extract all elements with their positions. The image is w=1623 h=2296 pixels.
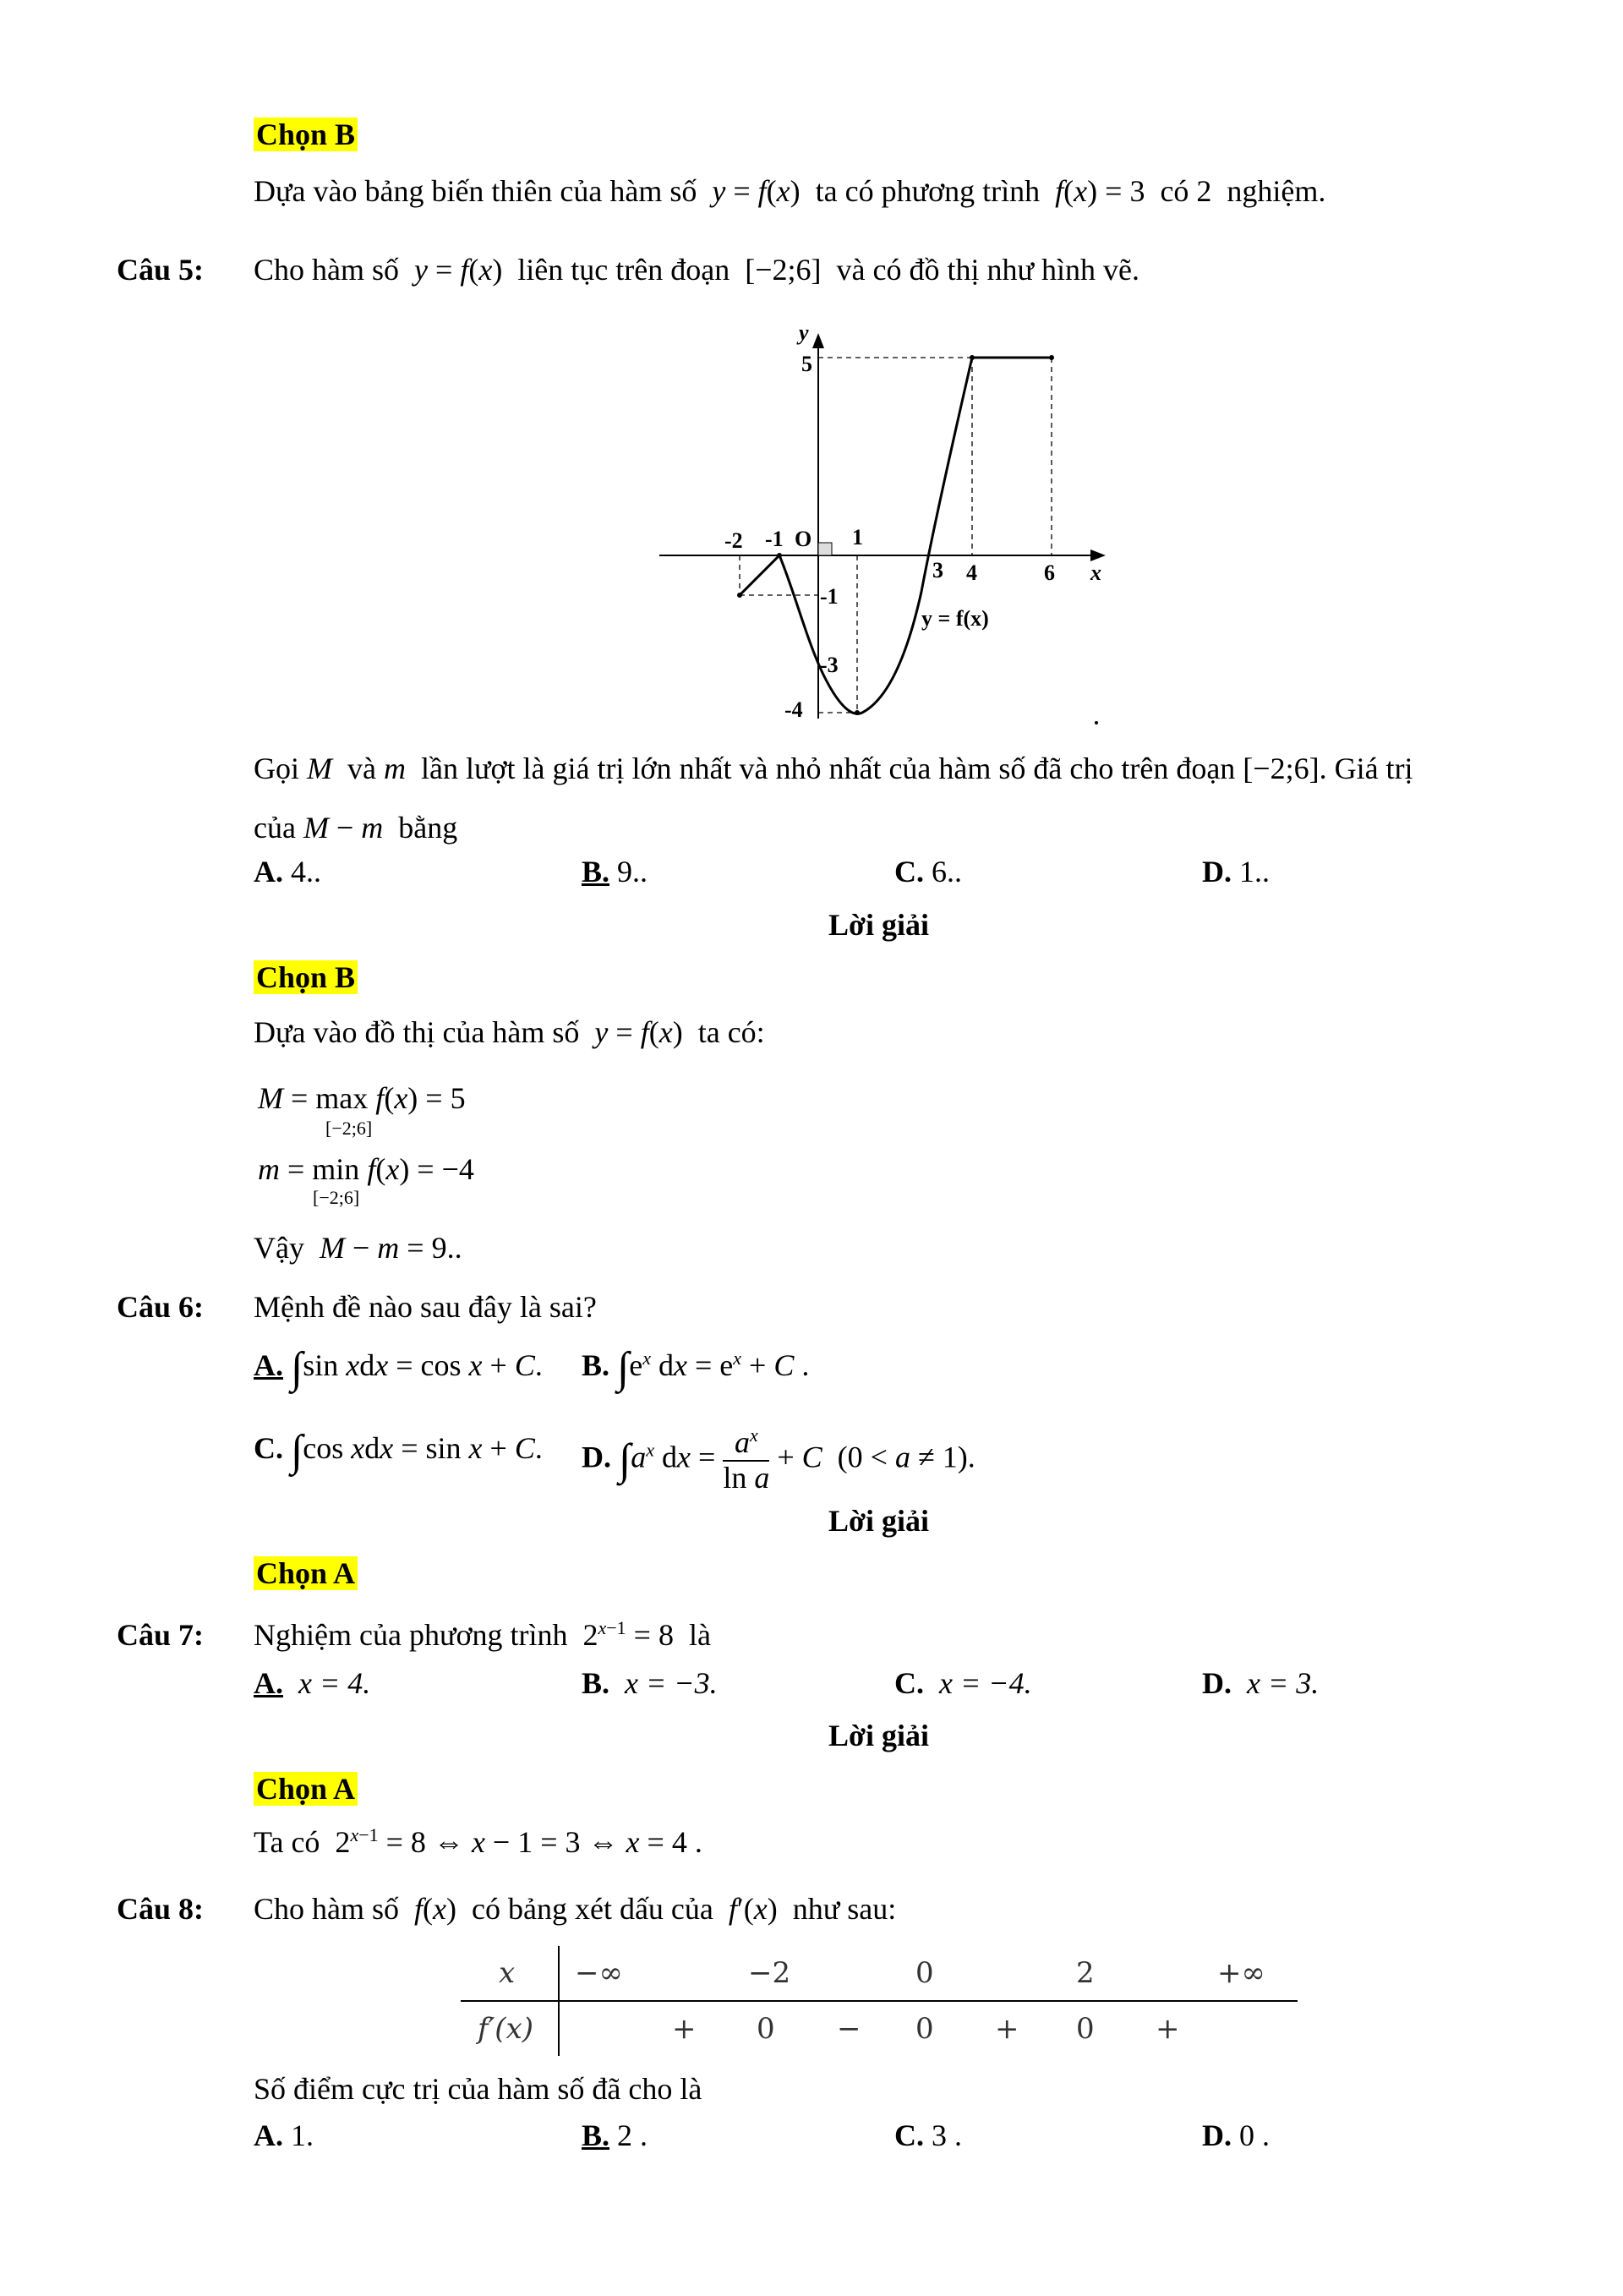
q5-label: Câu 5: <box>117 253 205 287</box>
q5-function-graph <box>642 313 1116 735</box>
y-tick-5: 5 <box>801 352 812 376</box>
curve-label: y = f(x) <box>921 606 989 631</box>
q8-label: Câu 8: <box>117 1892 205 1926</box>
q7-option-a[interactable]: A. x = 4. <box>254 1666 371 1700</box>
q7-option-c[interactable]: C. x = −4. <box>894 1666 1032 1700</box>
x-tick-neg2: -2 <box>724 528 743 553</box>
q5-question-line2: của M − m bằng <box>254 811 458 845</box>
x-val-2: 2 <box>1076 1956 1095 1990</box>
right-angle-mark <box>818 543 832 555</box>
q5-option-c[interactable]: C. 6.. <box>894 855 962 888</box>
q5-stem: Cho hàm số y = f(x) liên tục trên đoạn [−2;6] và có đồ thị như hình vẽ. <box>254 253 1139 287</box>
x-val-neg-inf: −∞ <box>575 1956 623 1990</box>
q8-sign-table <box>461 1946 1298 2056</box>
q8-option-a[interactable]: A. 1. <box>254 2118 314 2152</box>
x-axis-label: x <box>1090 560 1101 585</box>
q7-option-d[interactable]: D. x = 3. <box>1202 1666 1320 1700</box>
q8-option-c[interactable]: C. 3 . <box>894 2118 962 2152</box>
sign-1: + <box>672 2012 697 2046</box>
x-axis-arrow-icon <box>1090 549 1106 561</box>
q5-question-line1: Gọi M và m lần lượt là giá trị lớn nhất và nhỏ nhất của hàm số đã cho trên đoạn [−2;6]. Giá trị <box>254 752 1413 785</box>
q6-chosen-answer: Chọn A <box>254 1555 358 1592</box>
q7-stem: Nghiệm của phương trình $2^{x-1} = 8$ là <box>254 1617 711 1652</box>
q5-solution-conclusion: Vậy M − m = 9.. <box>254 1231 462 1265</box>
x-tick-3: 3 <box>932 558 943 582</box>
q6-option-d[interactable]: D. $\int a^x$ dx = $\frac{a^x}{\text{ln a}}$ + C (0 < a ≠ 1). <box>582 1424 975 1495</box>
q7-chosen-answer: Chọn A <box>254 1771 358 1807</box>
x-val-0: 0 <box>915 1956 934 1990</box>
q5-solution-min: m = min f(x) = −4 <box>258 1152 474 1186</box>
y-axis-arrow-icon <box>812 333 824 348</box>
x-val-neg2: −2 <box>748 1956 791 1990</box>
row1-label: x <box>499 1956 516 1990</box>
q5-solution-intro: Dựa vào đồ thị của hàm số y = f(x) ta có: <box>254 1015 765 1049</box>
origin-label: O <box>795 527 812 551</box>
q5-chosen-answer: Chọn B <box>254 959 358 996</box>
q6-stem: Mệnh đề nào sau đây là sai? <box>254 1290 597 1324</box>
q7-solution: Ta có $2^{x-1} = 8$ ⇔ x − 1 = 3 ⇔ x = 4 . <box>254 1824 702 1859</box>
q8-question: Số điểm cực trị của hàm số đã cho là <box>254 2072 702 2106</box>
q6-option-a[interactable]: A. ∫sin xdx = cos x + C. <box>254 1344 543 1392</box>
table-v-divider <box>558 1946 560 2056</box>
sign-2: 0 <box>757 2012 775 2046</box>
function-curve <box>740 358 1052 713</box>
q5-solution-max: M = max f(x) = 5 <box>258 1081 466 1115</box>
q8-option-b[interactable]: B. 2 . <box>582 2118 648 2152</box>
q8-stem: Cho hàm số f(x) có bảng xét dấu của f′(x) như sau: <box>254 1892 897 1926</box>
q6-option-b[interactable]: B. $\int e^x$ dx = $e^x + C$ . <box>582 1344 810 1392</box>
q5-option-b[interactable]: B. 9.. <box>582 855 648 888</box>
row2-label: f′(x) <box>478 2012 534 2046</box>
q6-option-c[interactable]: C. ∫cos xdx = sin x + C. <box>254 1427 543 1475</box>
sign-5: + <box>995 2012 1019 2046</box>
dashed-guides <box>740 358 1052 713</box>
q7-option-b[interactable]: B. x = −3. <box>582 1666 718 1700</box>
sign-7: + <box>1156 2012 1180 2046</box>
x-val-pos-inf: +∞ <box>1217 1956 1265 1990</box>
q6-solution-title: Lời giải <box>828 1504 929 1538</box>
x-tick-6: 6 <box>1044 560 1055 585</box>
sign-3: − <box>837 2012 861 2046</box>
y-axis-label: y <box>799 320 809 345</box>
q5-solution-max-subscript: [−2;6] <box>325 1118 373 1139</box>
q7-solution-title: Lời giải <box>828 1719 929 1752</box>
y-tick-neg3: -3 <box>820 653 839 677</box>
sign-6: 0 <box>1076 2012 1095 2046</box>
table-h-divider <box>461 2000 1298 2002</box>
q7-label: Câu 7: <box>117 1618 205 1652</box>
q5-option-d[interactable]: D. 1.. <box>1202 855 1270 888</box>
q5-solution-min-subscript: [−2;6] <box>313 1187 360 1208</box>
x-tick-neg1: -1 <box>765 527 784 551</box>
y-tick-neg1: -1 <box>820 584 839 609</box>
q5-solution-title: Lời giải <box>828 908 929 942</box>
y-tick-neg4: -4 <box>784 697 803 722</box>
prev-chosen-answer: Chọn B <box>254 117 358 153</box>
graph-points <box>737 355 1098 724</box>
x-tick-4: 4 <box>966 560 977 585</box>
q8-option-d[interactable]: D. 0 . <box>1202 2118 1270 2152</box>
q5-option-a[interactable]: A. 4.. <box>254 855 321 888</box>
x-tick-1: 1 <box>852 525 863 549</box>
prev-explanation: Dựa vào bảng biến thiên của hàm số y = f(x) ta có phương trình f(x) = 3 có 2 nghiệm. <box>254 174 1326 208</box>
q6-label: Câu 6: <box>117 1290 205 1324</box>
sign-4: 0 <box>915 2012 934 2046</box>
